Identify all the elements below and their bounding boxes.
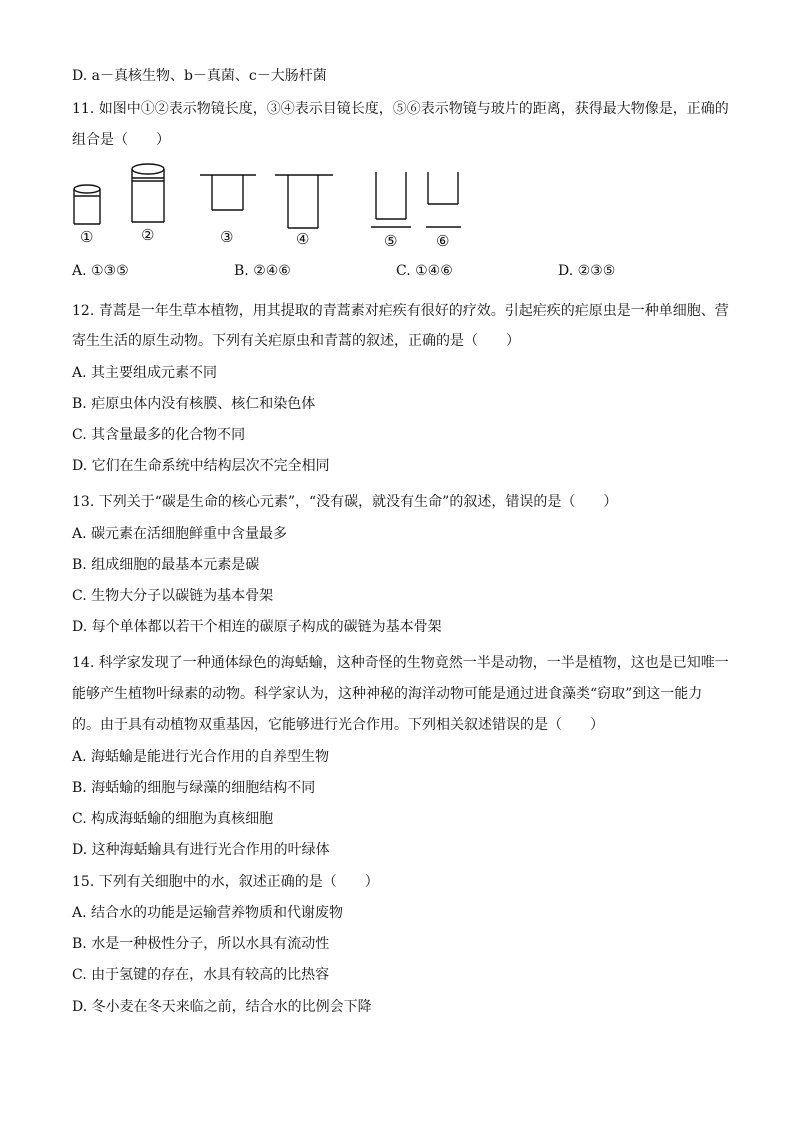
question-13-option-c: C. 生物大分子以碳链为基本骨架 xyxy=(72,588,274,604)
question-15-option-c: C. 由于氢键的存在，水具有较高的比热容 xyxy=(72,967,330,983)
microscope-lens-figure xyxy=(60,160,480,252)
figure-label-1: ① xyxy=(80,228,94,246)
lens-diagram xyxy=(60,160,480,252)
line-d-option: D. a－真核生物、b－真菌、c－大肠杆菌 xyxy=(72,68,327,84)
question-14-stem-line-3: 的。由于具有动植物双重基因，它能够进行光合作用。下列相关叙述错误的是（ ） xyxy=(72,717,604,733)
figure-label-2: ② xyxy=(141,226,155,244)
figure-label-3: ③ xyxy=(220,228,234,246)
objective-distance-near xyxy=(426,172,461,227)
question-11-option-c: C. ①④⑥ xyxy=(396,263,453,279)
question-15-option-a: A. 结合水的功能是运输营养物质和代谢废物 xyxy=(72,905,344,921)
question-14-option-c: C. 构成海蛞蝓的细胞为真核细胞 xyxy=(72,811,274,827)
question-12-option-b: B. 疟原虫体内没有核膜、核仁和染色体 xyxy=(72,396,316,412)
figure-label-6: ⑥ xyxy=(436,232,450,250)
question-15-option-d: D. 冬小麦在冬天来临之前，结合水的比例会下降 xyxy=(72,999,372,1015)
question-12-stem-line-2: 寄生生活的原生动物。下列有关疟原虫和青蒿的叙述，正确的是（ ） xyxy=(72,333,520,349)
question-11-option-a: A. ①③⑤ xyxy=(72,263,129,279)
question-11-option-d: D. ②③⑤ xyxy=(558,263,616,279)
question-11-stem-line-2: 组合是（ ） xyxy=(72,132,170,148)
question-13-option-b: B. 组成细胞的最基本元素是碳 xyxy=(72,557,260,573)
question-15-option-b: B. 水是一种极性分子，所以水具有流动性 xyxy=(72,936,330,952)
question-11-options xyxy=(72,263,722,285)
question-13-option-d: D. 每个单体都以若干个相连的碳原子构成的碳链为基本骨架 xyxy=(72,619,442,635)
question-13-stem: 13. 下列关于“碳是生命的核心元素”，“没有碳，就没有生命”的叙述，错误的是（ ） xyxy=(72,494,618,510)
question-14-option-b: B. 海蛞蝓的细胞与绿藻的细胞结构不同 xyxy=(72,780,316,796)
question-12-option-c: C. 其含量最多的化合物不同 xyxy=(72,427,246,443)
question-12-option-d: D. 它们在生命系统中结构层次不完全相同 xyxy=(72,458,330,474)
eyepiece-long xyxy=(275,175,333,228)
objective-lens-short xyxy=(74,185,100,224)
objective-lens-long xyxy=(132,164,164,222)
question-11-stem-line-1: 11. 如图中①②表示物镜长度，③④表示目镜长度，⑤⑥表示物镜与玻片的距离，获得最大物像是，正确的 xyxy=(72,101,729,117)
question-13-option-a: A. 碳元素在活细胞鲜重中含量最多 xyxy=(72,526,288,542)
objective-distance-far xyxy=(371,172,411,227)
question-14-option-a: A. 海蛞蝓是能进行光合作用的自养型生物 xyxy=(72,749,330,765)
eyepiece-short xyxy=(200,175,256,210)
figure-label-4: ④ xyxy=(296,230,310,248)
figure-label-5: ⑤ xyxy=(384,232,398,250)
question-14-stem-line-2: 能够产生植物叶绿素的动物。科学家认为，这种神秘的海洋动物可能是通过进食藻类“窃取”到这一能力 xyxy=(72,686,703,702)
question-15-stem: 15. 下列有关细胞中的水，叙述正确的是（ ） xyxy=(72,874,379,890)
question-12-option-a: A. 其主要组成元素不同 xyxy=(72,365,218,381)
question-14-option-d: D. 这种海蛞蝓具有进行光合作用的叶绿体 xyxy=(72,842,330,858)
question-14-stem-line-1: 14. 科学家发现了一种通体绿色的海蛞蝓，这种奇怪的生物竟然一半是动物，一半是植物，这也是已知唯一 xyxy=(72,655,729,671)
question-11-option-b: B. ②④⑥ xyxy=(234,263,291,279)
question-12-stem-line-1: 12. 青蒿是一年生草本植物，用其提取的青蒿素对疟疾有很好的疗效。引起疟疾的疟原虫是一种单细胞、营 xyxy=(72,303,729,319)
